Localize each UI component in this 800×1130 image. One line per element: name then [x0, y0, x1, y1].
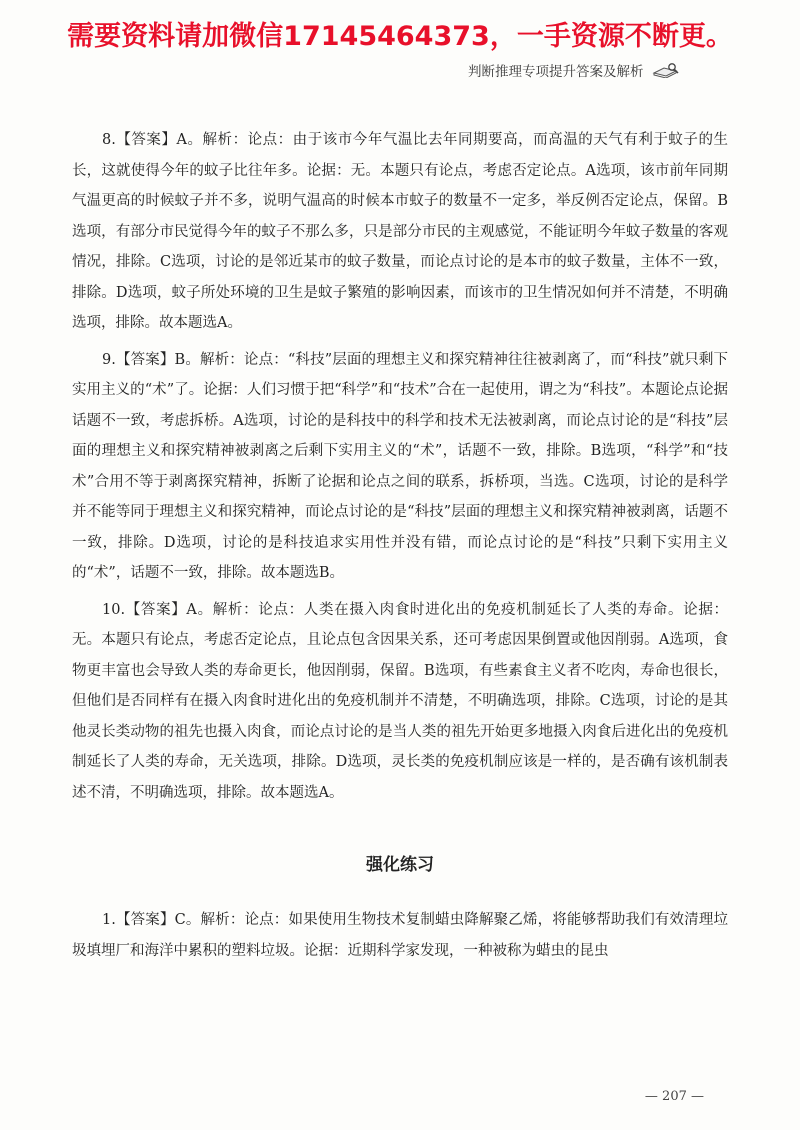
- section-title: 强化练习: [366, 855, 434, 875]
- watermark-banner: 需要资料请加微信17145464373，一手资源不断更。: [67, 21, 733, 52]
- answer-10: 10.【答案】A。解析：论点：人类在摄入肉食时进化出的免疫机制延长了人类的寿命。论据：无。本题只有论点，考虑否定论点，且论点包含因果关系，还可考虑因果倒置或他因削弱。A选项，食物更丰富也会导致人类的寿命更长，他因削弱，保留。B选项，有些素食主义者不吃肉，寿命也很长，但他们是否同样有在摄入肉食时进化出的免疫机制并不清楚，不明确选项，排除。C选项，讨论的是其他灵长类动物的祖先也摄入肉食，而论点讨论的是当人类的祖先开始更多地摄入肉食后进化出的免疫机制延长了人类的寿命，无关选项，排除。D选项，灵长类的免疫机制应该是一样的，是否确有该机制表述不清，不明确选项，排除。故本题选A。: [72, 601, 728, 801]
- page-content: [72, 125, 728, 972]
- answer-8: 8.【答案】A。解析：论点：由于该市今年气温比去年同期要高，而高温的天气有利于蚊子的生长，这就使得今年的蚊子比往年多。论据：无。本题只有论点，考虑否定论点。A选项，该市前年同期气温更高的时候蚊子并不多，说明气温高的时候本市蚊子的数量不一定多，举反例否定论点，保留。B选项，有部分市民觉得今年的蚊子不那么多，只是部分市民的主观感觉，不能证明今年蚊子数量的客观情况，排除。C选项，讨论的是邻近某市的蚊子数量，而论点讨论的是本市的蚊子数量，主体不一致，排除。D选项，蚊子所处环境的卫生是蚊子繁殖的影响因素，而该市的卫生情况如何并不清楚，不明确选项，排除。故本题选A。: [72, 132, 728, 331]
- answer-9: 9.【答案】B。解析：论点：“科技”层面的理想主义和探究精神往往被剥离了，而“科技”就只剩下实用主义的“术”了。论据：人们习惯于把“科学”和“技术”合在一起使用，谓之为“科技”。本题论点论据话题不一致，考虑拆桥。A选项，讨论的是科技中的科学和技术无法被剥离，而论点讨论的是“科技”层面的理想主义和探究精神被剥离之后剩下实用主义的“术”，话题不一致，排除。B选项，“科学”和“技术”合用不等于剥离探究精神，拆断了论据和论点之间的联系，拆桥项，当选。C选项，讨论的是科学并不能等同于理想主义和探究精神，而论点讨论的是“科技”层面的理想主义和探究精神被剥离，话题不一致，排除。D选项，讨论的是科技追求实用性并没有错，而论点讨论的是“科技”只剩下实用主义的“术”，话题不一致，排除。故本题选B。: [72, 351, 728, 581]
- header-title: 判断推理专项提升答案及解析: [468, 64, 644, 80]
- practice-answer-1: 1.【答案】C。解析：论点：如果使用生物技术复制蜡虫降解聚乙烯，将能够帮助我们有效清理垃圾填埋厂和海洋中累积的塑料垃圾。论据：近期科学家发现，一种被称为蜡虫的昆虫: [72, 912, 728, 959]
- page-number: — 207 —: [644, 1089, 704, 1104]
- book-magnifier-icon: [652, 62, 682, 82]
- running-header: [468, 60, 682, 82]
